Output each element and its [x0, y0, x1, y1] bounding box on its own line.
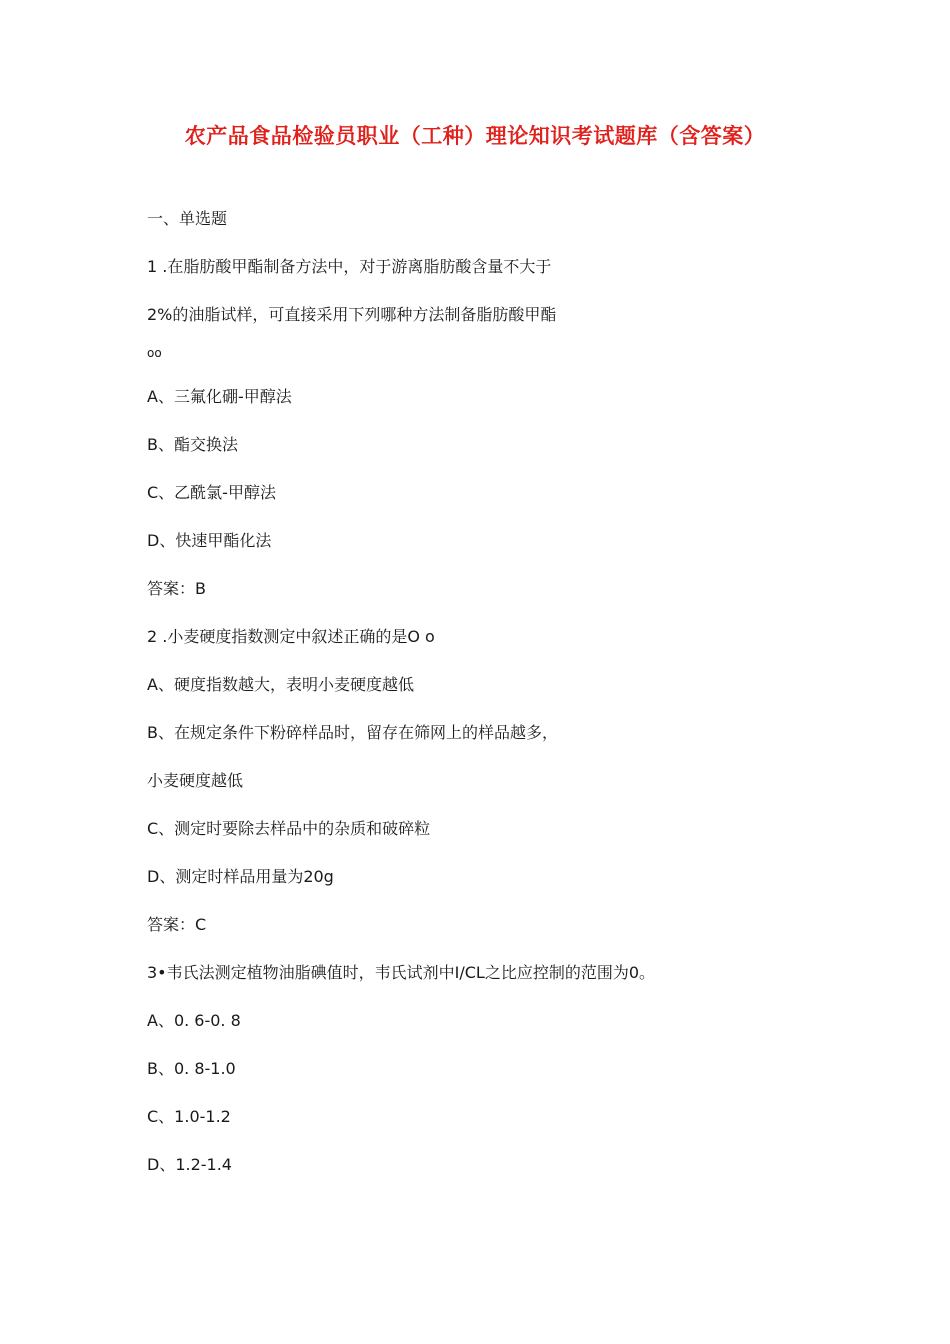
question-2-option-c: C、测定时要除去样品中的杂质和破碎粒 [147, 819, 431, 838]
question-2-option-a: A、硬度指数越大，表明小麦硬度越低 [147, 675, 414, 694]
question-3-option-b: B、0. 8-1.0 [147, 1059, 236, 1078]
question-1-stem-line-1: 1 .在脂肪酸甲酯制备方法中，对于游离脂肪酸含量不大于 [147, 257, 552, 276]
question-1-option-a: A、三氟化硼-甲醇法 [147, 387, 292, 406]
question-1-option-c: C、乙酰氯-甲醇法 [147, 483, 276, 502]
question-3-stem-line-1: 3•韦氏法测定植物油脂碘值时，韦氏试剂中I/CL之比应控制的范围为0。 [147, 963, 655, 982]
question-3-option-a: A、0. 6-0. 8 [147, 1011, 241, 1030]
question-1-option-d: D、快速甲酯化法 [147, 531, 272, 550]
question-1-stem-line-3: oo [147, 346, 162, 360]
question-1-stem-line-2: 2%的油脂试样，可直接采用下列哪种方法制备脂肪酸甲酯 [147, 305, 557, 324]
question-2-option-b-continued: 小麦硬度越低 [147, 771, 244, 790]
question-2-option-d: D、测定时样品用量为20g [147, 867, 334, 886]
question-2-stem-line-1: 2 .小麦硬度指数测定中叙述正确的是O o [147, 627, 435, 646]
question-2-option-b: B、在规定条件下粉碎样品时，留存在筛网上的样品越多， [147, 723, 558, 742]
question-3-option-d: D、1.2-1.4 [147, 1155, 232, 1174]
question-1-option-b: B、酯交换法 [147, 435, 238, 454]
question-1-answer: 答案：B [147, 579, 206, 598]
question-3-option-c: C、1.0-1.2 [147, 1107, 231, 1126]
document-title: 农产品食品检验员职业（工种）理论知识考试题库（含答案） [184, 124, 766, 148]
question-2-answer: 答案：C [147, 915, 207, 934]
section-heading: 一、单选题 [147, 209, 228, 228]
